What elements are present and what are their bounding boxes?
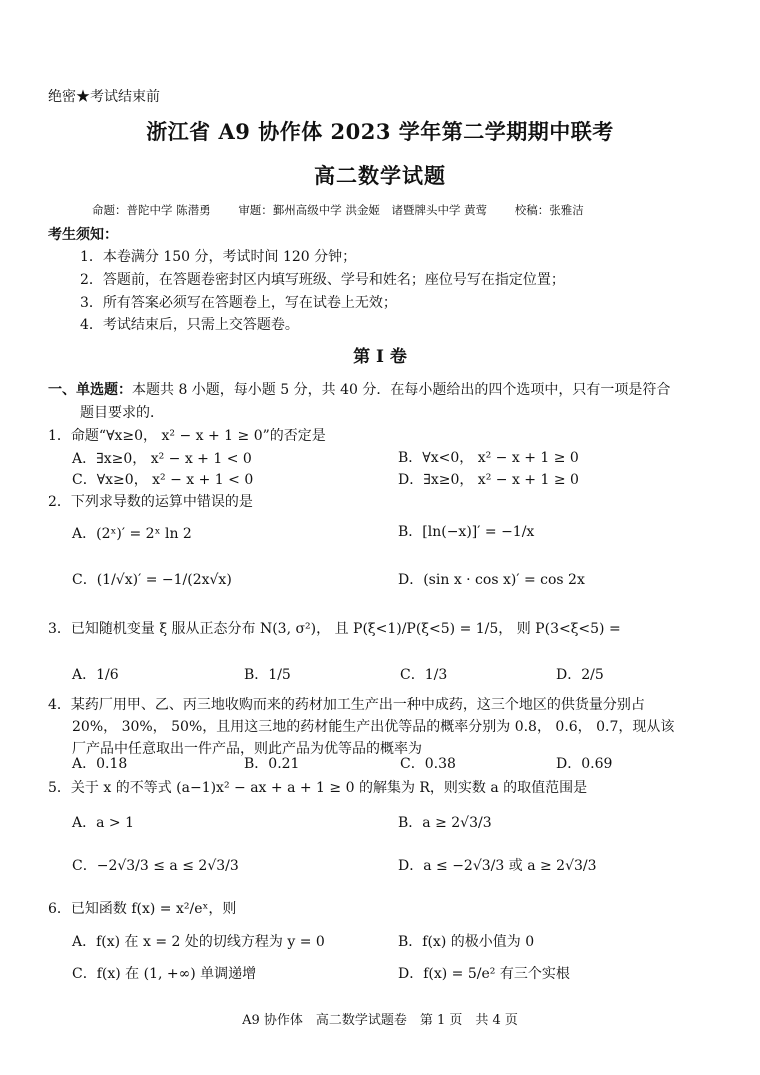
q4-stem-line1: 4．某药厂用甲、乙、丙三地收购而来的药材加工生产出一种中成药，这三个地区的供货量分别占 bbox=[48, 697, 645, 713]
q1-option-c: C．∀x≥0， x² − x + 1 < 0 bbox=[72, 472, 254, 488]
notice-item: 4．考试结束后，只需上交答题卷。 bbox=[80, 317, 299, 333]
q5-option-a: A．a > 1 bbox=[72, 815, 134, 831]
q1-stem: 1．命题“∀x≥0， x² − x + 1 ≥ 0”的否定是 bbox=[48, 428, 326, 444]
q6-option-a: A．f(x) 在 x = 2 处的切线方程为 y = 0 bbox=[72, 934, 325, 950]
q2-option-d: D．(sin x · cos x)′ = cos 2x bbox=[398, 572, 585, 588]
section-text: 本题共 8 小题，每小题 5 分，共 40 分．在每小题给出的四个选项中，只有一项是符合 bbox=[132, 382, 671, 398]
q6-option-b: B．f(x) 的极小值为 0 bbox=[398, 934, 535, 950]
author-proofreader: 校稿：张雅洁 bbox=[514, 203, 584, 217]
q6-option-d: D．f(x) = 5/e² 有三个实根 bbox=[398, 966, 570, 982]
confidential-label: 绝密★考试结束前 bbox=[48, 89, 160, 105]
volume-heading: 第 I 卷 bbox=[353, 347, 407, 367]
q5-stem: 5．关于 x 的不等式 (a−1)x² − ax + a + 1 ≥ 0 的解集为 R，则实数 a 的取值范围是 bbox=[48, 780, 588, 796]
q2-stem: 2．下列求导数的运算中错误的是 bbox=[48, 494, 253, 510]
q2-option-b: B．[ln(−x)]′ = −1/x bbox=[398, 524, 535, 540]
q5-option-c: C．−2√3/3 ≤ a ≤ 2√3/3 bbox=[72, 858, 239, 874]
q4-option-b: B．0.21 bbox=[244, 756, 300, 772]
q4-stem-line2: 20%， 30%， 50%，且用这三地的药材能生产出优等品的概率分别为 0.8， 0.6， 0.7，现从该 bbox=[72, 719, 675, 735]
q3-option-d: D．2/5 bbox=[556, 667, 604, 683]
q3-option-c: C．1/3 bbox=[400, 667, 448, 683]
page-footer: A9 协作体 高二数学试题卷 第 1 页 共 4 页 bbox=[242, 1013, 518, 1028]
author-reviewers: 审题：鄞州高级中学 洪金姬 诸暨牌头中学 黄莺 bbox=[238, 203, 488, 217]
q1-option-d: D．∃x≥0， x² − x + 1 ≥ 0 bbox=[398, 472, 579, 488]
author-proposer: 命题：普陀中学 陈潜勇 bbox=[92, 203, 211, 217]
q3-option-a: A．1/6 bbox=[72, 667, 119, 683]
section-text-cont: 题目要求的． bbox=[80, 405, 164, 421]
q4-option-a: A．0.18 bbox=[72, 756, 128, 772]
exam-subtitle: 高二数学试题 bbox=[314, 163, 446, 188]
authors-line bbox=[92, 202, 608, 218]
section-label: 单选题： bbox=[76, 382, 132, 398]
section-heading bbox=[48, 379, 670, 399]
notice-item: 2．答题前，在答题卷密封区内填写班级、学号和姓名；座位号写在指定位置； bbox=[80, 272, 565, 288]
q1-option-a: A．∃x≥0， x² − x + 1 < 0 bbox=[72, 451, 252, 467]
notice-heading: 考生须知： bbox=[48, 227, 118, 243]
q1-option-b: B．∀x<0， x² − x + 1 ≥ 0 bbox=[398, 450, 579, 466]
q2-option-c: C．(1/√x)′ = −1/(2x√x) bbox=[72, 572, 232, 588]
exam-title: 浙江省 A9 协作体 2023 学年第二学期期中联考 bbox=[146, 119, 614, 144]
notice-item: 1．本卷满分 150 分，考试时间 120 分钟； bbox=[80, 249, 357, 265]
q3-stem: 3．已知随机变量 ξ 服从正态分布 N(3, σ²)， 且 P(ξ<1)/P(ξ<5) = 1/5， 则 P(3<ξ<5) = bbox=[48, 621, 621, 637]
q4-option-c: C．0.38 bbox=[400, 756, 456, 772]
q6-stem: 6．已知函数 f(x) = x²/eˣ，则 bbox=[48, 901, 237, 917]
q6-option-c: C．f(x) 在 (1, +∞) 单调递增 bbox=[72, 966, 257, 982]
q5-option-d: D．a ≤ −2√3/3 或 a ≥ 2√3/3 bbox=[398, 858, 597, 874]
notice-item: 3．所有答案必须写在答题卷上，写在试卷上无效； bbox=[80, 295, 397, 311]
q4-option-d: D．0.69 bbox=[556, 756, 613, 772]
q4-stem-line3: 厂产品中任意取出一件产品，则此产品为优等品的概率为 bbox=[72, 741, 422, 757]
q3-option-b: B．1/5 bbox=[244, 667, 291, 683]
q5-option-b: B．a ≥ 2√3/3 bbox=[398, 815, 492, 831]
section-prefix: 一、 bbox=[48, 382, 76, 398]
q2-option-a: A．(2ˣ)′ = 2ˣ ln 2 bbox=[72, 526, 192, 542]
